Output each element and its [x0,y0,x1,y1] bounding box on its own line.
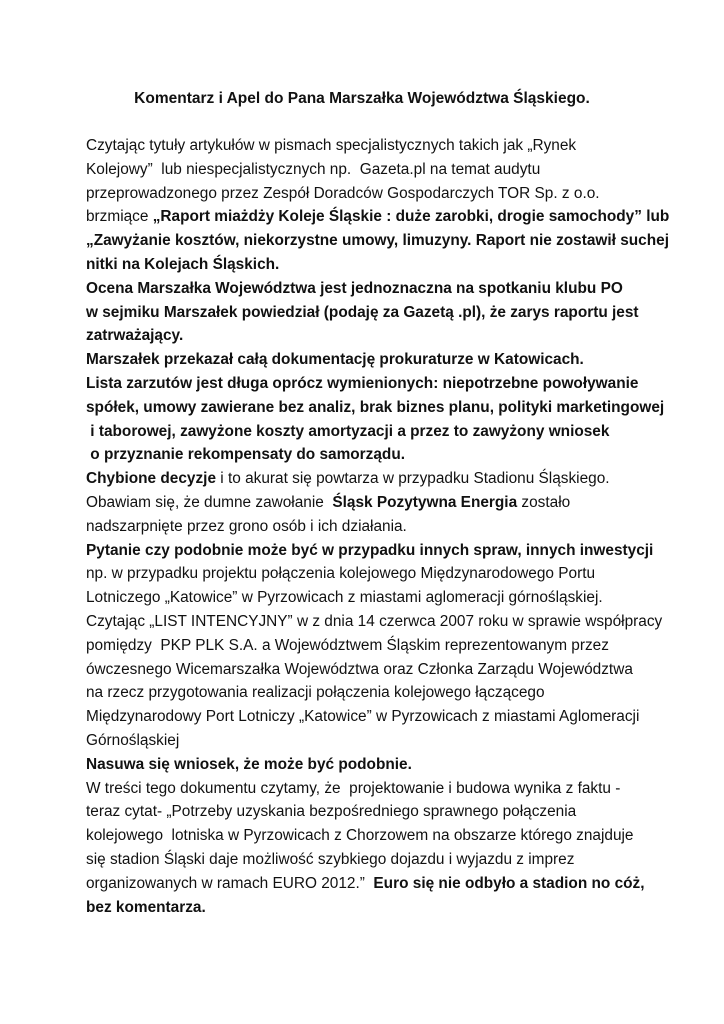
text-line [86,158,686,182]
document-body [86,134,686,919]
text-line [86,681,686,705]
text-line [86,800,686,824]
bold-text-segment: Pytanie czy podobnie może być w przypadku innych spraw, innych inwestycji [86,541,654,559]
bold-text-segment: Ocena Marszałka Województwa jest jednoznaczna na spotkaniu klubu PO [86,279,623,297]
text-line [86,562,686,586]
text-line [86,467,686,491]
bold-text-segment: Śląsk Pozytywna Energia [332,493,518,511]
text-line [86,205,686,229]
bold-text-segment: Nasuwa się wniosek, że może być podobnie. [86,755,412,773]
bold-text-segment: „Raport miażdży Koleje Śląskie : duże zarobki, drogie samochody” lub [152,208,670,226]
text-segment: pomiędzy PKP PLK S.A. a Województwem Śląskim reprezentowanym przez [86,636,609,654]
text-segment: nadszarpnięte przez grono osób i ich działania. [86,517,407,535]
text-segment: organizowanych w ramach EURO 2012.” [86,874,374,892]
bold-text-segment: Lista zarzutów jest długa oprócz wymienionych: niepotrzebne powoływanie [86,374,639,392]
text-segment: i to akurat się powtarza w przypadku Stadionu Śląskiego. [216,470,610,488]
text-line [86,705,686,729]
text-line [86,824,686,848]
text-segment: teraz cytat- „Potrzeby uzyskania bezpośredniego sprawnego połączenia [86,803,577,821]
bold-text-segment: Marszałek przekazał całą dokumentację prokuraturze w Katowicach. [86,351,584,369]
text-line [86,229,686,253]
bold-text-segment: Euro się nie odbyło a stadion no cóż, [373,874,645,892]
bold-text-segment: nitki na Kolejach Śląskich. [86,255,280,273]
text-line [86,753,686,777]
text-segment: Czytając tytuły artykułów w pismach specjalistycznych takich jak „Rynek [86,137,577,154]
text-line [86,777,686,801]
bold-text-segment: Chybione decyzje [86,470,217,488]
text-line [86,324,686,348]
text-segment: W treści tego dokumentu czytamy, że projektowanie i budowa wynika z faktu - [86,779,621,797]
text-line [86,610,686,634]
text-segment: Czytając „LIST INTENCYJNY” w z dnia 14 czerwca 2007 roku w sprawie współpracy [86,612,663,630]
text-segment: Międzynarodowy Port Lotniczy „Katowice” w Pyrzowicach z miastami Aglomeracji [86,708,640,726]
text-segment: przeprowadzonego przez Zespół Doradców Gospodarczych TOR Sp. z o.o. [86,184,600,202]
bold-text-segment: „Zawyżanie kosztów, niekorzystne umowy, limuzyny. Raport nie zostawił suchej [86,232,669,250]
text-line [86,253,686,277]
text-segment: Obawiam się, że dumne zawołanie [86,493,333,511]
text-line [86,420,686,444]
text-line [86,182,686,206]
text-line [86,443,686,467]
text-line [86,848,686,872]
text-segment: kolejowego lotniska w Pyrzowicach z Chorzowem na obszarze którego znajduje [86,827,634,845]
text-line [86,872,686,896]
text-line [86,634,686,658]
text-line [86,658,686,682]
text-segment: np. w przypadku projektu połączenia kolejowego Międzynarodowego Portu [86,565,596,583]
text-line [86,277,686,301]
text-segment: na rzecz przygotowania realizacji połączenia kolejowego łączącego [86,684,545,702]
bold-text-segment: o przyznanie rekompensaty do samorządu. [86,446,406,464]
text-line [86,372,686,396]
document-title: Komentarz i Apel do Pana Marszałka Województwa Śląskiego. [134,90,590,107]
text-segment: ówczesnego Wicemarszałka Województwa oraz Członka Zarządu Województwa [86,660,633,678]
bold-text-segment: zatrważający. [86,327,184,345]
text-line [86,301,686,325]
text-line [86,396,686,420]
text-line [86,586,686,610]
text-segment: się stadion Śląski daje możliwość szybkiego dojazdu i wyjazdu z imprez [86,850,575,868]
text-segment: Górnośląskiej [86,731,180,749]
text-line [86,539,686,563]
text-line [86,348,686,372]
text-line [86,896,686,920]
text-line [86,134,686,158]
text-line [86,729,686,753]
text-segment: Kolejowy” lub niespecjalistycznych np. Gazeta.pl na temat audytu [86,160,541,178]
text-segment: zostało [517,493,571,511]
text-segment: brzmiące [86,208,153,226]
text-line [86,491,686,515]
bold-text-segment: spółek, umowy zawierane bez analiz, brak biznes planu, polityki marketingowej [86,398,665,416]
text-segment: Lotniczego „Katowice” w Pyrzowicach z miastami aglomeracji górnośląskiej. [86,589,603,607]
bold-text-segment: w sejmiku Marszałek powiedział (podaję za Gazetą .pl), że zarys raportu jest [86,303,639,321]
bold-text-segment: bez komentarza. [86,898,206,916]
text-line [86,515,686,539]
bold-text-segment: i taborowej, zawyżone koszty amortyzacji a przez to zawyżony wniosek [86,422,610,440]
